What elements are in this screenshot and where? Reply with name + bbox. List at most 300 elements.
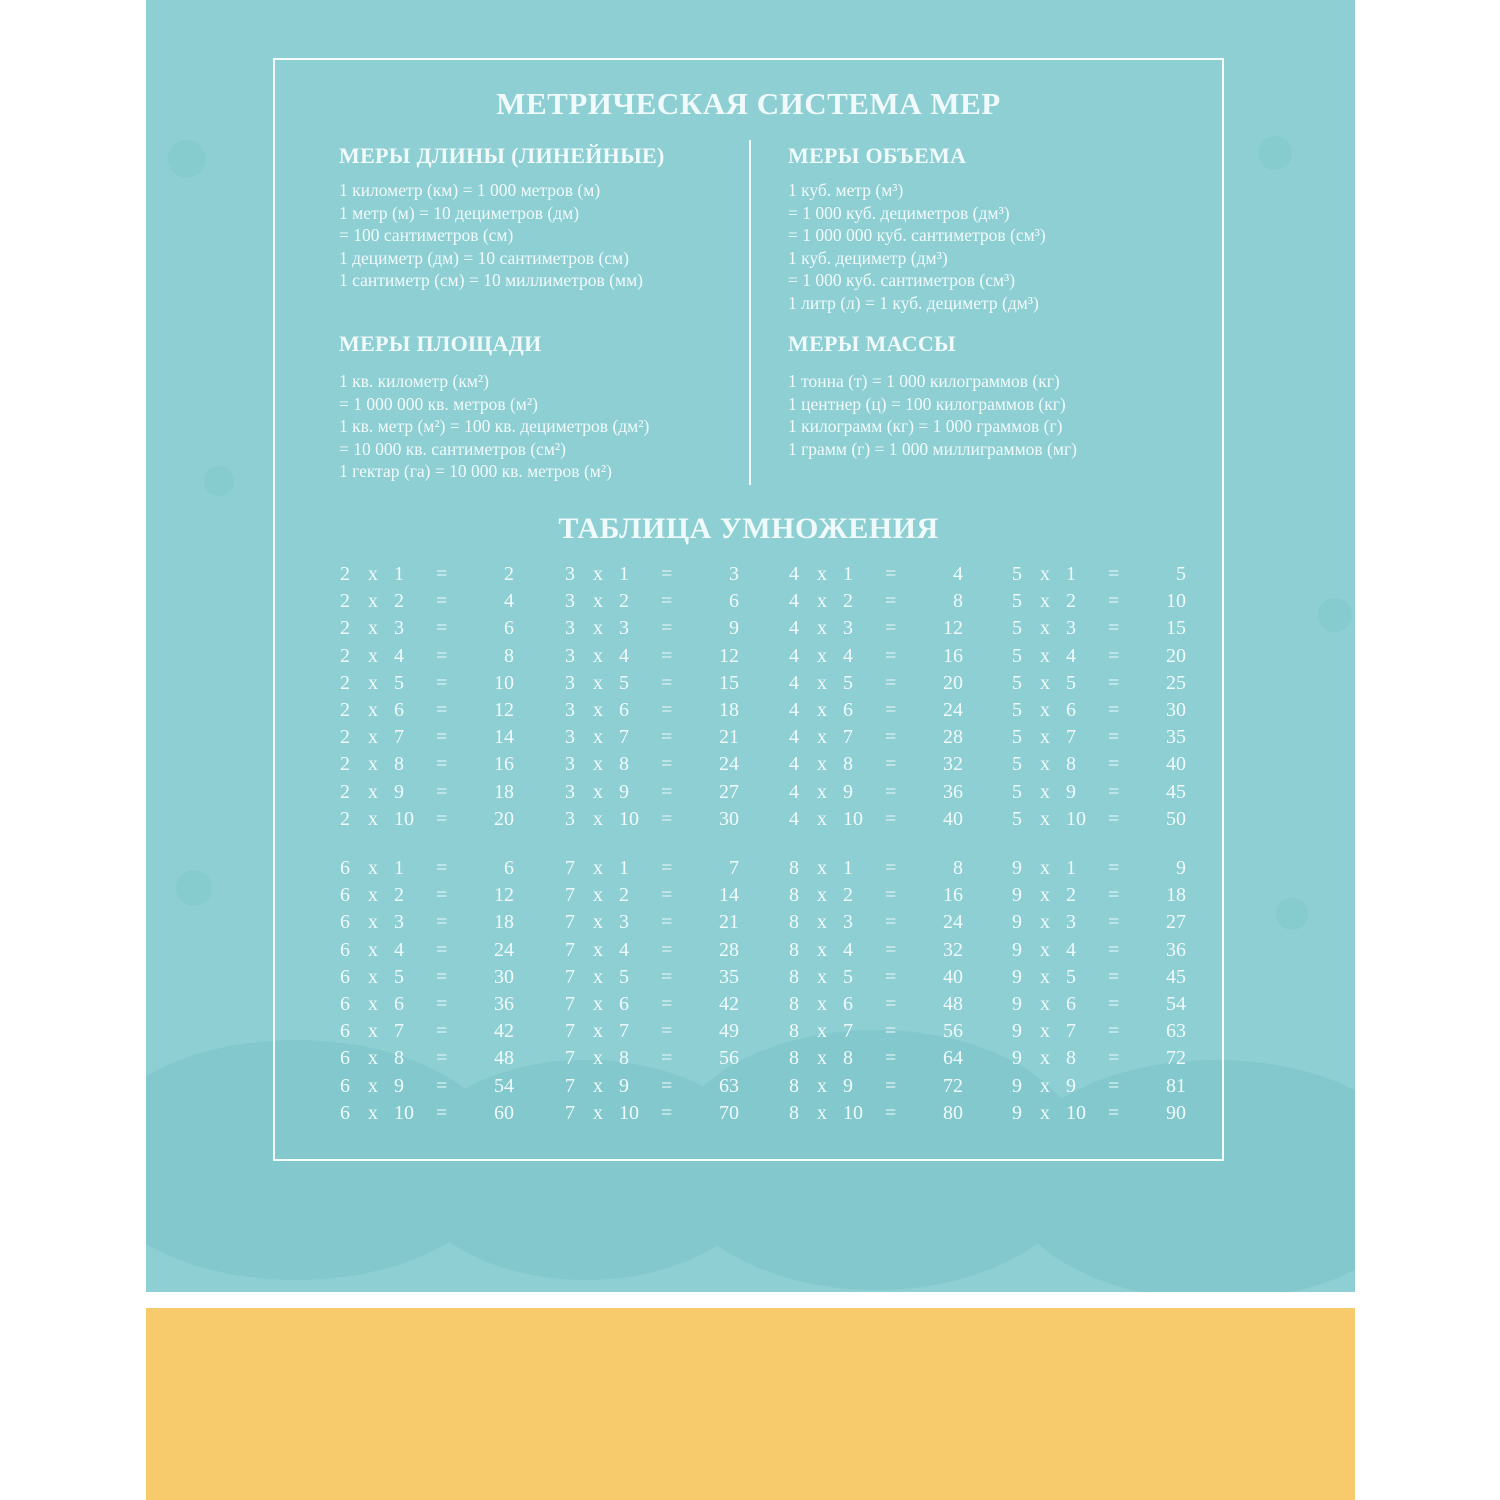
times-sign: x <box>1040 780 1050 803</box>
equals-sign: = <box>885 1101 897 1124</box>
times-sign: x <box>817 590 827 613</box>
multiplier: 8 <box>1066 1047 1076 1070</box>
yellow-bottom-band <box>146 1308 1355 1500</box>
factor: 9 <box>1012 1047 1022 1070</box>
multiplier: 8 <box>394 753 404 776</box>
area-section-title: МЕРЫ ПЛОЩАДИ <box>339 331 542 356</box>
product: 81 <box>1166 1074 1186 1097</box>
multiplier: 3 <box>843 617 853 640</box>
multiplication-row <box>565 939 765 966</box>
product: 63 <box>719 1074 739 1097</box>
product: 8 <box>953 590 963 613</box>
times-sign: x <box>368 644 378 667</box>
multiplier: 1 <box>843 563 853 585</box>
multiplication-row <box>340 726 540 753</box>
volume-section-title: МЕРЫ ОБЪЕМА <box>788 143 967 168</box>
product: 10 <box>494 671 514 694</box>
multiplier: 3 <box>394 617 404 640</box>
multiplication-row <box>565 911 765 938</box>
equals-sign: = <box>436 617 448 640</box>
equals-sign: = <box>885 938 897 961</box>
product: 10 <box>1166 590 1186 613</box>
times-sign: x <box>817 563 827 585</box>
multiplier: 5 <box>843 671 853 694</box>
multiplication-row <box>340 993 540 1020</box>
product: 9 <box>1176 857 1186 879</box>
equals-sign: = <box>436 1020 448 1043</box>
factor: 5 <box>1012 671 1022 694</box>
multiplier: 6 <box>394 698 404 721</box>
equals-sign: = <box>436 911 448 934</box>
multiplier: 2 <box>394 590 404 613</box>
length-line: 1 метр (м) = 10 дециметров (дм) <box>339 202 580 223</box>
equals-sign: = <box>1108 1101 1120 1124</box>
times-sign: x <box>593 807 603 830</box>
volume-line: 1 литр (л) = 1 куб. дециметр (дм³) <box>788 292 1039 313</box>
product: 6 <box>504 617 514 640</box>
multiplier: 4 <box>843 644 853 667</box>
multiplier: 2 <box>1066 884 1076 907</box>
mass-section-lines <box>788 370 1077 460</box>
product: 40 <box>1166 753 1186 776</box>
product: 42 <box>494 1020 514 1043</box>
factor: 5 <box>1012 563 1022 585</box>
multiplier: 4 <box>619 644 629 667</box>
multiplication-row <box>340 857 540 884</box>
product: 18 <box>1166 884 1186 907</box>
multiplication-row <box>789 911 989 938</box>
multiplier: 10 <box>843 807 863 830</box>
equals-sign: = <box>436 857 448 879</box>
equals-sign: = <box>1108 590 1120 613</box>
times-sign: x <box>368 807 378 830</box>
factor: 6 <box>340 1101 350 1124</box>
equals-sign: = <box>885 726 897 749</box>
factor: 9 <box>1012 938 1022 961</box>
equals-sign: = <box>885 698 897 721</box>
multiplier: 6 <box>843 992 853 1015</box>
multiplication-row <box>565 1047 765 1074</box>
product: 63 <box>1166 1020 1186 1043</box>
multiplication-table-title: ТАБЛИЦА УМНОЖЕНИЯ <box>558 512 939 545</box>
multiplication-block <box>340 563 540 835</box>
times-sign: x <box>368 1020 378 1043</box>
factor: 4 <box>789 644 799 667</box>
product: 14 <box>719 884 739 907</box>
equals-sign: = <box>436 753 448 776</box>
product: 18 <box>494 911 514 934</box>
times-sign: x <box>593 780 603 803</box>
factor: 6 <box>340 965 350 988</box>
multiplication-row <box>565 1102 765 1129</box>
multiplication-row <box>340 672 540 699</box>
product: 30 <box>719 807 739 830</box>
product: 50 <box>1166 807 1186 830</box>
multiplication-row <box>1012 1102 1212 1129</box>
factor: 2 <box>340 726 350 749</box>
product: 4 <box>504 590 514 613</box>
factor: 7 <box>565 965 575 988</box>
area-line: = 10 000 кв. сантиметров (см²) <box>339 438 566 459</box>
times-sign: x <box>368 992 378 1015</box>
equals-sign: = <box>661 884 673 907</box>
factor: 9 <box>1012 911 1022 934</box>
factor: 8 <box>789 1020 799 1043</box>
product: 40 <box>943 807 963 830</box>
multiplication-row <box>565 753 765 780</box>
product: 15 <box>1166 617 1186 640</box>
factor: 9 <box>1012 992 1022 1015</box>
times-sign: x <box>593 1020 603 1043</box>
volume-line: = 1 000 куб. дециметров (дм³) <box>788 202 1010 223</box>
times-sign: x <box>368 911 378 934</box>
times-sign: x <box>593 938 603 961</box>
multiplier: 5 <box>843 965 853 988</box>
factor: 3 <box>565 807 575 830</box>
times-sign: x <box>593 965 603 988</box>
multiplier: 5 <box>394 671 404 694</box>
multiplication-row <box>1012 966 1212 993</box>
product: 15 <box>719 671 739 694</box>
factor: 6 <box>340 992 350 1015</box>
multiplication-row <box>1012 590 1212 617</box>
multiplication-row <box>789 590 989 617</box>
product: 12 <box>943 617 963 640</box>
multiplication-row <box>789 966 989 993</box>
factor: 4 <box>789 780 799 803</box>
product: 8 <box>953 857 963 879</box>
factor: 9 <box>1012 857 1022 879</box>
multiplication-row <box>1012 884 1212 911</box>
product: 21 <box>719 911 739 934</box>
equals-sign: = <box>436 644 448 667</box>
equals-sign: = <box>661 938 673 961</box>
multiplication-row <box>340 1075 540 1102</box>
times-sign: x <box>1040 563 1050 585</box>
equals-sign: = <box>885 911 897 934</box>
multiplication-row <box>565 726 765 753</box>
product: 16 <box>943 884 963 907</box>
equals-sign: = <box>661 726 673 749</box>
factor: 3 <box>565 671 575 694</box>
factor: 7 <box>565 1074 575 1097</box>
equals-sign: = <box>1108 992 1120 1015</box>
product: 60 <box>494 1101 514 1124</box>
equals-sign: = <box>436 780 448 803</box>
times-sign: x <box>593 1101 603 1124</box>
equals-sign: = <box>436 590 448 613</box>
multiplication-row <box>1012 993 1212 1020</box>
multiplier: 8 <box>843 753 853 776</box>
factor: 3 <box>565 563 575 585</box>
multiplication-row <box>340 939 540 966</box>
multiplier: 8 <box>1066 753 1076 776</box>
multiplication-row <box>340 699 540 726</box>
multiplication-row <box>1012 617 1212 644</box>
factor: 4 <box>789 563 799 585</box>
factor: 3 <box>565 617 575 640</box>
times-sign: x <box>368 1101 378 1124</box>
times-sign: x <box>817 884 827 907</box>
multiplication-row <box>565 1075 765 1102</box>
multiplication-row <box>565 1020 765 1047</box>
product: 72 <box>1166 1047 1186 1070</box>
multiplier: 8 <box>843 1047 853 1070</box>
times-sign: x <box>1040 617 1050 640</box>
times-sign: x <box>817 1074 827 1097</box>
times-sign: x <box>1040 698 1050 721</box>
factor: 2 <box>340 753 350 776</box>
product: 14 <box>494 726 514 749</box>
times-sign: x <box>817 644 827 667</box>
product: 36 <box>494 992 514 1015</box>
product: 16 <box>943 644 963 667</box>
product: 32 <box>943 753 963 776</box>
equals-sign: = <box>885 617 897 640</box>
equals-sign: = <box>436 726 448 749</box>
equals-sign: = <box>885 884 897 907</box>
factor: 4 <box>789 617 799 640</box>
multiplier: 1 <box>394 563 404 585</box>
product: 6 <box>504 857 514 879</box>
equals-sign: = <box>1108 780 1120 803</box>
factor: 7 <box>565 911 575 934</box>
multiplication-row <box>340 966 540 993</box>
product: 90 <box>1166 1101 1186 1124</box>
multiplication-row <box>340 808 540 835</box>
area-line: 1 кв. метр (м²) = 100 кв. дециметров (дм²) <box>339 416 650 436</box>
times-sign: x <box>1040 857 1050 879</box>
factor: 8 <box>789 992 799 1015</box>
length-line: 1 километр (км) = 1 000 метров (м) <box>339 180 601 200</box>
multiplier: 3 <box>1066 911 1076 934</box>
equals-sign: = <box>885 807 897 830</box>
product: 48 <box>943 992 963 1015</box>
equals-sign: = <box>436 1101 448 1124</box>
product: 56 <box>719 1047 739 1070</box>
factor: 4 <box>789 698 799 721</box>
product: 27 <box>1166 911 1186 934</box>
factor: 9 <box>1012 965 1022 988</box>
times-sign: x <box>368 563 378 585</box>
equals-sign: = <box>1108 671 1120 694</box>
area-line: 1 кв. километр (км²) <box>339 371 489 391</box>
factor: 5 <box>1012 617 1022 640</box>
multiplier: 5 <box>1066 965 1076 988</box>
multiplication-row <box>789 617 989 644</box>
product: 35 <box>719 965 739 988</box>
product: 18 <box>719 698 739 721</box>
times-sign: x <box>1040 590 1050 613</box>
multiplier: 6 <box>394 992 404 1015</box>
times-sign: x <box>1040 671 1050 694</box>
multiplier: 1 <box>1066 857 1076 879</box>
factor: 5 <box>1012 698 1022 721</box>
equals-sign: = <box>1108 753 1120 776</box>
multiplier: 1 <box>843 857 853 879</box>
product: 48 <box>494 1047 514 1070</box>
product: 12 <box>494 884 514 907</box>
times-sign: x <box>817 992 827 1015</box>
equals-sign: = <box>1108 644 1120 667</box>
factor: 6 <box>340 1047 350 1070</box>
product: 4 <box>953 563 963 585</box>
factor: 4 <box>789 590 799 613</box>
multiplier: 4 <box>1066 938 1076 961</box>
multiplication-row <box>565 966 765 993</box>
multiplier: 10 <box>394 807 414 830</box>
factor: 2 <box>340 671 350 694</box>
page-title: МЕТРИЧЕСКАЯ СИСТЕМА МЕР <box>496 86 1001 121</box>
product: 16 <box>494 753 514 776</box>
times-sign: x <box>593 563 603 585</box>
multiplication-row <box>789 1047 989 1074</box>
equals-sign: = <box>885 1047 897 1070</box>
multiplier: 1 <box>1066 563 1076 585</box>
equals-sign: = <box>661 992 673 1015</box>
factor: 2 <box>340 807 350 830</box>
multiplier: 7 <box>843 726 853 749</box>
times-sign: x <box>593 617 603 640</box>
times-sign: x <box>1040 807 1050 830</box>
product: 3 <box>729 563 739 585</box>
factor: 7 <box>565 1101 575 1124</box>
equals-sign: = <box>885 563 897 585</box>
factor: 6 <box>340 911 350 934</box>
equals-sign: = <box>436 884 448 907</box>
multiplication-row <box>1012 672 1212 699</box>
product: 20 <box>943 671 963 694</box>
multiplier: 9 <box>394 780 404 803</box>
multiplier: 6 <box>619 992 629 1015</box>
factor: 5 <box>1012 807 1022 830</box>
times-sign: x <box>368 884 378 907</box>
multiplication-block <box>565 563 765 835</box>
product: 36 <box>1166 938 1186 961</box>
factor: 4 <box>789 753 799 776</box>
factor: 4 <box>789 726 799 749</box>
factor: 2 <box>340 563 350 585</box>
multiplier: 6 <box>843 698 853 721</box>
factor: 6 <box>340 1020 350 1043</box>
multiplier: 2 <box>1066 590 1076 613</box>
times-sign: x <box>368 753 378 776</box>
equals-sign: = <box>1108 911 1120 934</box>
product: 80 <box>943 1101 963 1124</box>
equals-sign: = <box>885 857 897 879</box>
multiplication-row <box>789 699 989 726</box>
factor: 3 <box>565 698 575 721</box>
equals-sign: = <box>1108 857 1120 879</box>
factor: 8 <box>789 965 799 988</box>
product: 70 <box>719 1101 739 1124</box>
equals-sign: = <box>661 1101 673 1124</box>
factor: 3 <box>565 726 575 749</box>
product: 24 <box>943 698 963 721</box>
product: 36 <box>943 780 963 803</box>
equals-sign: = <box>1108 807 1120 830</box>
product: 5 <box>1176 563 1186 585</box>
multiplication-row <box>1012 645 1212 672</box>
multiplication-row <box>565 993 765 1020</box>
times-sign: x <box>368 1047 378 1070</box>
multiplication-row <box>565 808 765 835</box>
product: 64 <box>943 1047 963 1070</box>
multiplier: 4 <box>394 938 404 961</box>
multiplication-row <box>789 884 989 911</box>
factor: 5 <box>1012 753 1022 776</box>
multiplication-row <box>789 726 989 753</box>
factor: 9 <box>1012 1101 1022 1124</box>
times-sign: x <box>1040 1074 1050 1097</box>
factor: 4 <box>789 807 799 830</box>
multiplier: 6 <box>619 698 629 721</box>
multiplier: 7 <box>394 726 404 749</box>
multiplication-block <box>789 857 989 1129</box>
times-sign: x <box>593 698 603 721</box>
product: 30 <box>1166 698 1186 721</box>
mass-line: 1 килограмм (кг) = 1 000 граммов (г) <box>788 416 1063 436</box>
factor: 5 <box>1012 590 1022 613</box>
equals-sign: = <box>885 965 897 988</box>
multiplication-row <box>1012 1047 1212 1074</box>
multiplication-block <box>1012 563 1212 835</box>
factor: 5 <box>1012 780 1022 803</box>
times-sign: x <box>593 884 603 907</box>
factor: 9 <box>1012 1074 1022 1097</box>
equals-sign: = <box>1108 1074 1120 1097</box>
factor: 5 <box>1012 644 1022 667</box>
times-sign: x <box>593 1074 603 1097</box>
equals-sign: = <box>436 992 448 1015</box>
equals-sign: = <box>1108 726 1120 749</box>
multiplication-row <box>1012 857 1212 884</box>
column-divider <box>749 140 751 485</box>
multiplication-block <box>1012 857 1212 1129</box>
times-sign: x <box>817 753 827 776</box>
multiplier: 7 <box>1066 1020 1076 1043</box>
product: 12 <box>494 698 514 721</box>
factor: 7 <box>565 1020 575 1043</box>
multiplication-row <box>340 590 540 617</box>
times-sign: x <box>1040 992 1050 1015</box>
multiplication-row <box>565 672 765 699</box>
factor: 8 <box>789 911 799 934</box>
multiplication-row <box>340 1047 540 1074</box>
times-sign: x <box>817 938 827 961</box>
product: 8 <box>504 644 514 667</box>
times-sign: x <box>817 780 827 803</box>
times-sign: x <box>593 857 603 879</box>
equals-sign: = <box>661 807 673 830</box>
multiplication-row <box>565 884 765 911</box>
multiplication-row <box>789 1020 989 1047</box>
area-line: 1 гектар (га) = 10 000 кв. метров (м²) <box>339 461 612 481</box>
multiplier: 1 <box>619 563 629 585</box>
multiplication-row <box>789 645 989 672</box>
multiplication-row <box>565 781 765 808</box>
multiplication-row <box>1012 808 1212 835</box>
times-sign: x <box>1040 1047 1050 1070</box>
multiplication-row <box>340 1020 540 1047</box>
multiplier: 9 <box>394 1074 404 1097</box>
multiplication-row <box>1012 1020 1212 1047</box>
times-sign: x <box>1040 884 1050 907</box>
times-sign: x <box>593 1047 603 1070</box>
volume-section-lines <box>788 179 1046 314</box>
product: 27 <box>719 780 739 803</box>
times-sign: x <box>817 671 827 694</box>
